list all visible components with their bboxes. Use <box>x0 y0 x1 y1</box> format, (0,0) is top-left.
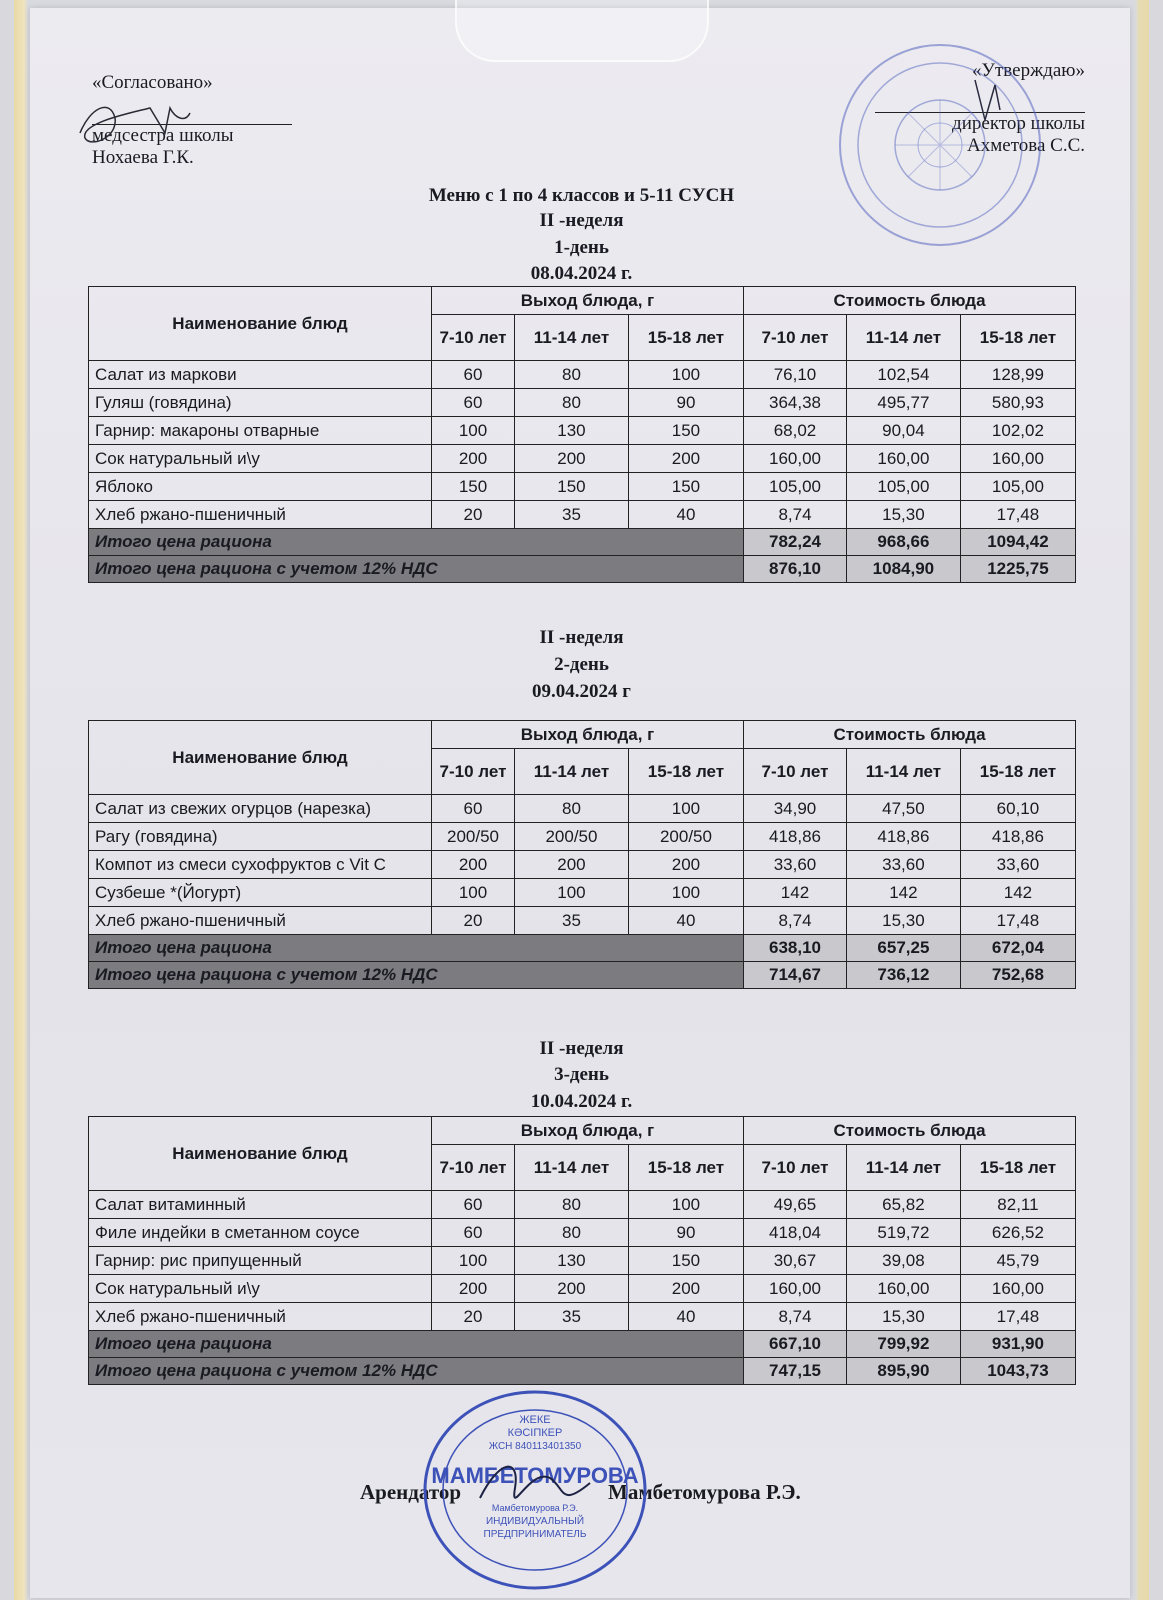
output-value: 35 <box>515 907 629 935</box>
cost-value: 68,02 <box>744 417 847 445</box>
table-row <box>89 473 1076 501</box>
header-row <box>89 1117 1076 1145</box>
output-value: 200 <box>515 445 629 473</box>
dish-name: Гуляш (говядина) <box>89 389 432 417</box>
total-row-value: 1094,42 <box>960 529 1075 556</box>
column-header-age2: 11-14 лет <box>846 315 960 361</box>
day2-date: 09.04.2024 г <box>532 681 631 702</box>
dish-name: Хлеб ржано-пшеничный <box>89 907 432 935</box>
output-value: 20 <box>432 907 515 935</box>
total-vat-row-value: 1084,90 <box>846 556 960 583</box>
approve-role: директор школы <box>952 113 1085 134</box>
output-value: 80 <box>515 361 629 389</box>
output-value: 100 <box>432 417 515 445</box>
column-header-age2: 11-14 лет <box>515 749 629 795</box>
approve-name: Ахметова С.С. <box>967 135 1085 156</box>
agreed-name: Нохаева Г.К. <box>92 147 194 168</box>
day1-table <box>88 286 1076 583</box>
column-header-age2: 11-14 лет <box>846 1145 960 1191</box>
cost-value: 418,86 <box>744 823 847 851</box>
cost-value: 33,60 <box>846 851 960 879</box>
renter-name: Мамбетомурова Р.Э. <box>608 1480 801 1504</box>
approve-label: «Утверждаю» <box>972 60 1085 81</box>
cost-value: 33,60 <box>744 851 847 879</box>
output-value: 90 <box>628 389 743 417</box>
total-vat-row-value: 1225,75 <box>960 556 1075 583</box>
cost-value: 495,77 <box>846 389 960 417</box>
total-row-value: 657,25 <box>846 935 960 962</box>
dish-name: Хлеб ржано-пшеничный <box>89 1303 432 1331</box>
table-row <box>89 1247 1076 1275</box>
cost-value: 142 <box>744 879 847 907</box>
day3-week: II -неделя <box>539 1038 624 1059</box>
table-row <box>89 1219 1076 1247</box>
output-value: 35 <box>515 1303 629 1331</box>
cost-value: 15,30 <box>846 501 960 529</box>
output-value: 200/50 <box>515 823 629 851</box>
table-row <box>89 1275 1076 1303</box>
total-vat-row-value: 752,68 <box>960 962 1075 989</box>
output-value: 200 <box>432 851 515 879</box>
total-row-label: Итого цена рациона <box>89 1331 744 1358</box>
cost-value: 65,82 <box>846 1191 960 1219</box>
total-row-value: 931,90 <box>960 1331 1075 1358</box>
total-vat-row-label: Итого цена рациона с учетом 12% НДС <box>89 556 744 583</box>
day2-day: 2-день <box>554 654 609 675</box>
column-header-name: Наименование блюд <box>89 1117 432 1191</box>
column-header-output: Выход блюда, г <box>432 287 744 315</box>
output-value: 130 <box>515 417 629 445</box>
table-row <box>89 823 1076 851</box>
renter-stamp <box>420 1388 650 1593</box>
total-row-value: 968,66 <box>846 529 960 556</box>
cost-value: 160,00 <box>744 445 847 473</box>
stamp-line2: КӘСІПКЕР <box>507 1427 563 1439</box>
output-value: 130 <box>515 1247 629 1275</box>
cost-value: 39,08 <box>846 1247 960 1275</box>
output-value: 80 <box>515 1219 629 1247</box>
day3-table <box>88 1116 1076 1385</box>
output-value: 80 <box>515 1191 629 1219</box>
cost-value: 8,74 <box>744 501 847 529</box>
output-value: 100 <box>628 879 743 907</box>
cost-value: 418,04 <box>744 1219 847 1247</box>
stamp-line6: ИНДИВИДУАЛЬНЫЙ <box>485 1516 585 1527</box>
day2-week: II -неделя <box>539 627 624 648</box>
output-value: 20 <box>432 501 515 529</box>
output-value: 200 <box>628 851 743 879</box>
total-vat-row-value: 895,90 <box>846 1358 960 1385</box>
cost-value: 47,50 <box>846 795 960 823</box>
total-vat-row-value: 1043,73 <box>960 1358 1075 1385</box>
column-header-age3: 15-18 лет <box>628 749 743 795</box>
agreed-role: медсестра школы <box>92 125 234 146</box>
dish-name: Сок натуральный и\у <box>89 1275 432 1303</box>
output-value: 100 <box>515 879 629 907</box>
output-value: 60 <box>432 795 515 823</box>
cost-value: 105,00 <box>846 473 960 501</box>
agreed-label: «Согласовано» <box>92 72 213 93</box>
menu-title: Меню с 1 по 4 классов и 5-11 СУСН <box>428 185 735 206</box>
total-row <box>89 1331 1076 1358</box>
dish-name: Салат из маркови <box>89 361 432 389</box>
cost-value: 128,99 <box>960 361 1075 389</box>
cost-value: 160,00 <box>846 1275 960 1303</box>
cost-value: 15,30 <box>846 1303 960 1331</box>
column-header-cost: Стоимость блюда <box>744 721 1076 749</box>
dish-name: Рагу (говядина) <box>89 823 432 851</box>
output-value: 60 <box>432 361 515 389</box>
cost-value: 102,54 <box>846 361 960 389</box>
cost-value: 160,00 <box>960 1275 1075 1303</box>
table-row <box>89 1303 1076 1331</box>
column-header-age2: 11-14 лет <box>515 1145 629 1191</box>
cost-value: 105,00 <box>960 473 1075 501</box>
total-vat-row-value: 876,10 <box>744 556 847 583</box>
cost-value: 418,86 <box>960 823 1075 851</box>
column-header-age1: 7-10 лет <box>432 1145 515 1191</box>
cost-value: 519,72 <box>846 1219 960 1247</box>
nurse-signature <box>70 78 210 158</box>
cost-value: 418,86 <box>846 823 960 851</box>
total-row-value: 638,10 <box>744 935 847 962</box>
output-value: 200 <box>628 445 743 473</box>
output-value: 150 <box>432 473 515 501</box>
cost-value: 17,48 <box>960 501 1075 529</box>
output-value: 40 <box>628 501 743 529</box>
cost-value: 102,02 <box>960 417 1075 445</box>
total-row-label: Итого цена рациона <box>89 529 744 556</box>
output-value: 90 <box>628 1219 743 1247</box>
dish-name: Яблоко <box>89 473 432 501</box>
cost-value: 105,00 <box>744 473 847 501</box>
cost-value: 76,10 <box>744 361 847 389</box>
cost-value: 8,74 <box>744 1303 847 1331</box>
dish-name: Сок натуральный и\у <box>89 445 432 473</box>
dish-name: Филе индейки в сметанном соусе <box>89 1219 432 1247</box>
header-row <box>89 721 1076 749</box>
total-vat-row-value: 736,12 <box>846 962 960 989</box>
stamp-line1: ЖЕКЕ <box>519 1414 551 1426</box>
cost-value: 34,90 <box>744 795 847 823</box>
column-header-age1: 7-10 лет <box>744 1145 847 1191</box>
cost-value: 17,48 <box>960 1303 1075 1331</box>
output-value: 150 <box>628 1247 743 1275</box>
total-row <box>89 935 1076 962</box>
total-vat-row-value: 747,15 <box>744 1358 847 1385</box>
table-row <box>89 445 1076 473</box>
day1-day: 1-день <box>554 237 609 258</box>
column-header-output: Выход блюда, г <box>432 721 744 749</box>
column-header-output: Выход блюда, г <box>432 1117 744 1145</box>
output-value: 100 <box>432 1247 515 1275</box>
output-value: 35 <box>515 501 629 529</box>
output-value: 100 <box>432 879 515 907</box>
output-value: 60 <box>432 1191 515 1219</box>
output-value: 80 <box>515 795 629 823</box>
table-row <box>89 879 1076 907</box>
stamp-line7: ПРЕДПРИНИМАТЕЛЬ <box>483 1529 587 1540</box>
header-row <box>89 287 1076 315</box>
column-header-age1: 7-10 лет <box>744 315 847 361</box>
column-header-age2: 11-14 лет <box>515 315 629 361</box>
output-value: 200 <box>432 445 515 473</box>
table-row <box>89 1191 1076 1219</box>
dish-name: Компот из смеси сухофруктов с Vit C <box>89 851 432 879</box>
column-header-age1: 7-10 лет <box>432 315 515 361</box>
cost-value: 90,04 <box>846 417 960 445</box>
output-value: 150 <box>628 417 743 445</box>
output-value: 60 <box>432 1219 515 1247</box>
day1-week: II -неделя <box>539 210 624 231</box>
output-value: 200 <box>628 1275 743 1303</box>
output-value: 40 <box>628 907 743 935</box>
column-header-name: Наименование блюд <box>89 287 432 361</box>
output-value: 200/50 <box>432 823 515 851</box>
dish-name: Салат из свежих огурцов (нарезка) <box>89 795 432 823</box>
dish-name: Сузбеше *(Йогурт) <box>89 879 432 907</box>
renter-label: Арендатор <box>360 1480 462 1504</box>
output-value: 150 <box>628 473 743 501</box>
cost-value: 160,00 <box>744 1275 847 1303</box>
column-header-age1: 7-10 лет <box>432 749 515 795</box>
total-row <box>89 529 1076 556</box>
stamp-line3: ЖСН 840113401350 <box>488 1441 582 1452</box>
output-value: 200/50 <box>628 823 743 851</box>
cost-value: 626,52 <box>960 1219 1075 1247</box>
day3-date: 10.04.2024 г. <box>530 1091 633 1112</box>
table-row <box>89 501 1076 529</box>
total-vat-row <box>89 1358 1076 1385</box>
output-value: 100 <box>628 795 743 823</box>
cost-value: 142 <box>846 879 960 907</box>
table-row <box>89 417 1076 445</box>
output-value: 40 <box>628 1303 743 1331</box>
total-row-value: 782,24 <box>744 529 847 556</box>
output-value: 150 <box>515 473 629 501</box>
total-vat-row <box>89 962 1076 989</box>
total-vat-row-label: Итого цена рациона с учетом 12% НДС <box>89 1358 744 1385</box>
cost-value: 160,00 <box>846 445 960 473</box>
cost-value: 60,10 <box>960 795 1075 823</box>
cost-value: 33,60 <box>960 851 1075 879</box>
cost-value: 49,65 <box>744 1191 847 1219</box>
dish-name: Салат витаминный <box>89 1191 432 1219</box>
total-row-label: Итого цена рациона <box>89 935 744 962</box>
output-value: 80 <box>515 389 629 417</box>
table-row <box>89 361 1076 389</box>
cost-value: 160,00 <box>960 445 1075 473</box>
output-value: 200 <box>515 851 629 879</box>
column-header-age3: 15-18 лет <box>628 315 743 361</box>
table-row <box>89 795 1076 823</box>
total-row-value: 799,92 <box>846 1331 960 1358</box>
column-header-age3: 15-18 лет <box>960 749 1075 795</box>
cost-value: 142 <box>960 879 1075 907</box>
cost-value: 580,93 <box>960 389 1075 417</box>
table-row <box>89 907 1076 935</box>
total-vat-row <box>89 556 1076 583</box>
table-row <box>89 851 1076 879</box>
column-header-age1: 7-10 лет <box>744 749 847 795</box>
output-value: 100 <box>628 361 743 389</box>
dish-name: Хлеб ржано-пшеничный <box>89 501 432 529</box>
output-value: 100 <box>628 1191 743 1219</box>
total-row-value: 672,04 <box>960 935 1075 962</box>
stamp-line4: МАМБЕТОМУРОВА <box>431 1463 639 1488</box>
output-value: 60 <box>432 389 515 417</box>
cost-value: 8,74 <box>744 907 847 935</box>
total-vat-row-value: 714,67 <box>744 962 847 989</box>
column-header-cost: Стоимость блюда <box>744 287 1076 315</box>
day1-date: 08.04.2024 г. <box>530 263 633 284</box>
total-vat-row-label: Итого цена рациона с учетом 12% НДС <box>89 962 744 989</box>
cost-value: 45,79 <box>960 1247 1075 1275</box>
column-header-age3: 15-18 лет <box>960 1145 1075 1191</box>
column-header-name: Наименование блюд <box>89 721 432 795</box>
sheet-holder <box>455 0 709 62</box>
cost-value: 15,30 <box>846 907 960 935</box>
cost-value: 17,48 <box>960 907 1075 935</box>
column-header-age3: 15-18 лет <box>628 1145 743 1191</box>
output-value: 200 <box>515 1275 629 1303</box>
dish-name: Гарнир: макароны отварные <box>89 417 432 445</box>
day2-table <box>88 720 1076 989</box>
total-row-value: 667,10 <box>744 1331 847 1358</box>
stamp-line5: Мамбетомурова Р.Э. <box>491 1503 579 1513</box>
dish-name: Гарнир: рис припущенный <box>89 1247 432 1275</box>
output-value: 200 <box>432 1275 515 1303</box>
cost-value: 82,11 <box>960 1191 1075 1219</box>
column-header-age2: 11-14 лет <box>846 749 960 795</box>
day3-day: 3-день <box>554 1064 609 1085</box>
table-row <box>89 389 1076 417</box>
cost-value: 364,38 <box>744 389 847 417</box>
cost-value: 30,67 <box>744 1247 847 1275</box>
output-value: 20 <box>432 1303 515 1331</box>
column-header-cost: Стоимость блюда <box>744 1117 1076 1145</box>
column-header-age3: 15-18 лет <box>960 315 1075 361</box>
